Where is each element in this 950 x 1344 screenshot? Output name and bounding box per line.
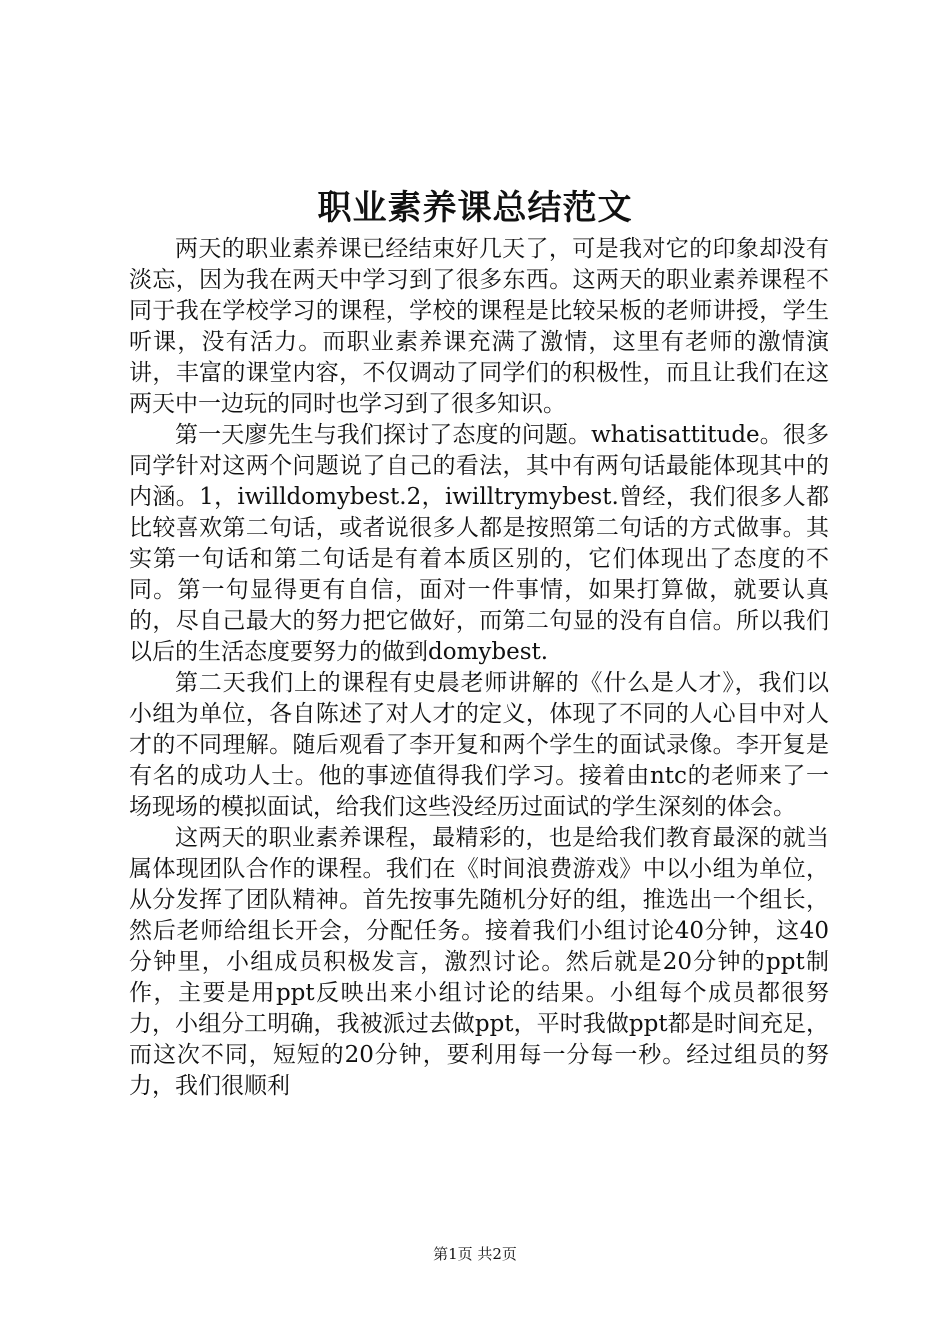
- paragraph-4: 这两天的职业素养课程，最精彩的，也是给我们教育最深的就当属体现团队合作的课程。我们在《时间浪费游戏》中以小组为单位，从分发挥了团队精神。首先按事先随机分好的组，推选出一个组长，然后老师给组长开会，分配任务。接着我们小组讨论40分钟，这40分钟里，小组成员积极发言，激烈讨论。然后就是20分钟的ppt制作，主要是用ppt反映出来小组讨论的结果。小组每个成员都很努力，小组分工明确，我被派过去做ppt，平时我做ppt都是时间充足，而这次不同，短短的20分钟，要利用每一分每一秒。经过组员的努力，我们很顺利: [129, 825, 829, 1099]
- document-body: [129, 234, 829, 1102]
- page-title: 职业素养课总结范文: [317, 188, 633, 228]
- page-number-footer: 第1页 共2页: [433, 1245, 517, 1263]
- paragraph-2: 第一天廖先生与我们探讨了态度的问题。whatisattitude。很多同学针对这两个问题说了自己的看法，其中有两句话最能体现其中的内涵。1，iwilldomybest.2，iwilltrymybest.曾经，我们很多人都比较喜欢第二句话，或者说很多人都是按照第二句话的方式做事。其实第一句话和第二句话是有着本质区别的，它们体现出了态度的不同。第一句显得更有自信，面对一件事情，如果打算做，就要认真的，尽自己最大的努力把它做好，而第二句显的没有自信。所以我们以后的生活态度要努力的做到domybest.: [129, 422, 829, 665]
- paragraph-3: 第二天我们上的课程有史晨老师讲解的《什么是人才》，我们以小组为单位，各自陈述了对人才的定义，体现了不同的人心目中对人才的不同理解。随后观看了李开复和两个学生的面试录像。李开复是有名的成功人士。他的事迹值得我们学习。接着由ntc的老师来了一场现场的模拟面试，给我们这些没经历过面试的学生深刻的体会。: [129, 670, 829, 820]
- paragraph-1: 两天的职业素养课已经结束好几天了，可是我对它的印象却没有淡忘，因为我在两天中学习到了很多东西。这两天的职业素养课程不同于我在学校学习的课程，学校的课程是比较呆板的老师讲授，学生听课，没有活力。而职业素养课充满了激情，这里有老师的激情演讲，丰富的课堂内容，不仅调动了同学们的积极性，而且让我们在这两天中一边玩的同时也学习到了很多知识。: [129, 236, 829, 417]
